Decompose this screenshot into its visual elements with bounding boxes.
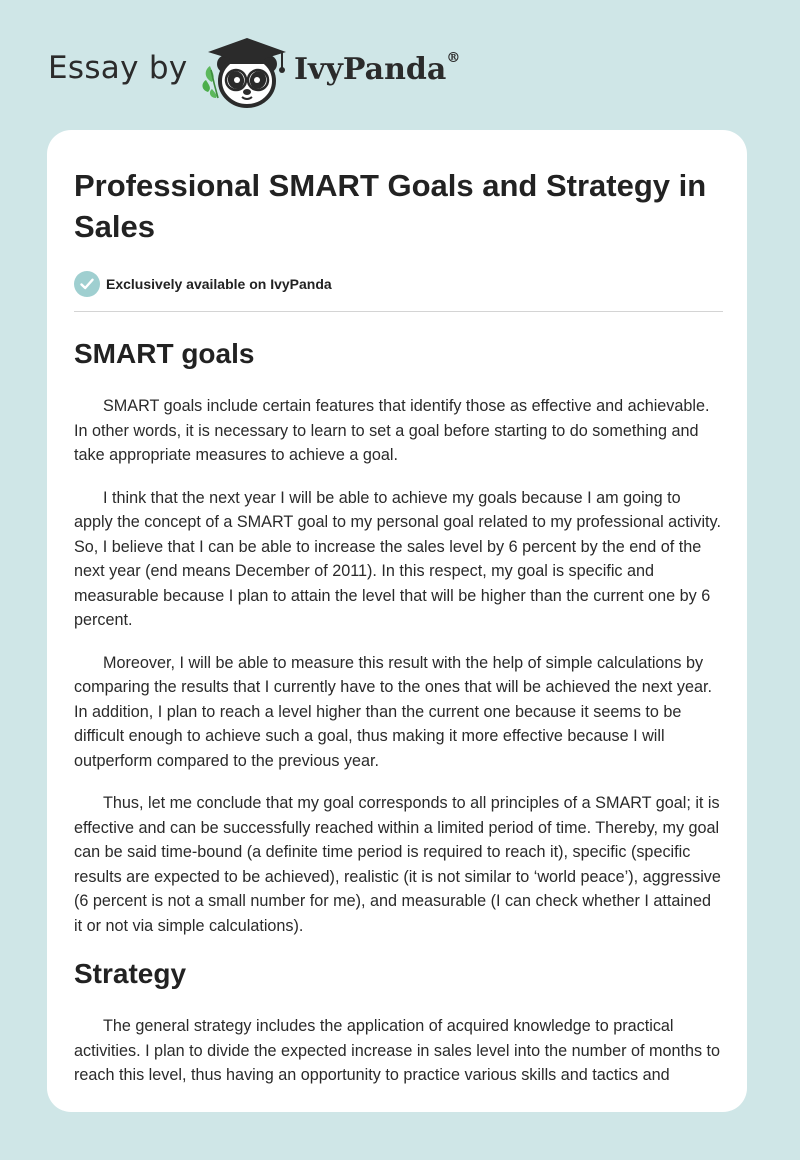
exclusive-badge: [74, 271, 723, 297]
panda-logo-icon[interactable]: [202, 34, 292, 110]
paragraph: The general strategy includes the application of acquired knowledge to practical activities. I plan to divide the expected increase in sales level into the number of months to reach this level, thus having an opportunity to practice various skills and tactics and: [74, 1017, 721, 1084]
brand-name[interactable]: [294, 52, 460, 87]
registered-mark: ®: [446, 50, 461, 66]
check-circle-icon: [74, 271, 100, 297]
paragraph: Thus, let me conclude that my goal corresponds to all principles of a SMART goal; it is effective and can be successfully reached within a limited period of time. Thereby, my goal can be said time-bound (a definite time period is required to reach it), specific (specific results are expected to be achieved), realistic (it is not similar to ‘world peace’), aggressive (6 percent is not a small number for me), and measurable (I can check whether I attained it or not via simple calculations).: [74, 794, 721, 935]
divider: [74, 311, 723, 312]
essay-content: [74, 130, 723, 1088]
brand-label: IvyPanda: [294, 52, 447, 87]
section-heading-strategy: Strategy: [74, 958, 187, 989]
site-header: [48, 30, 508, 110]
paragraph: Moreover, I will be able to measure this result with the help of simple calculations by comparing the results that I currently have to the ones that will be achieved the next year. In addition, I plan to reach a level higher than the current one because it seems to be difficult enough to achieve such a goal, thus making it more effective because I will outperform compared to the previous year.: [74, 653, 712, 770]
essay-card: [47, 130, 747, 1112]
exclusive-badge-label: Exclusively available on IvyPanda: [106, 276, 332, 292]
paragraph: I think that the next year I will be able to achieve my goals because I am going to apply the concept of a SMART goal to my personal goal related to my professional activity. So, I believe that I can be able to increase the sales level by 6 percent by the end of the next year (end means December of 2011). In this respect, my goal is specific and measurable because I plan to attain the level that will be higher than the current one by 6 percent.: [74, 488, 721, 629]
paragraph: SMART goals include certain features that identify those as effective and achievable. In other words, it is necessary to learn to set a goal before starting to do something and take appropriate measures to achieve a goal.: [74, 397, 710, 464]
essay-by-label: Essay by: [48, 50, 188, 86]
section-heading-smart-goals: SMART goals: [74, 338, 255, 369]
essay-title: Professional SMART Goals and Strategy in Sales: [74, 168, 707, 244]
